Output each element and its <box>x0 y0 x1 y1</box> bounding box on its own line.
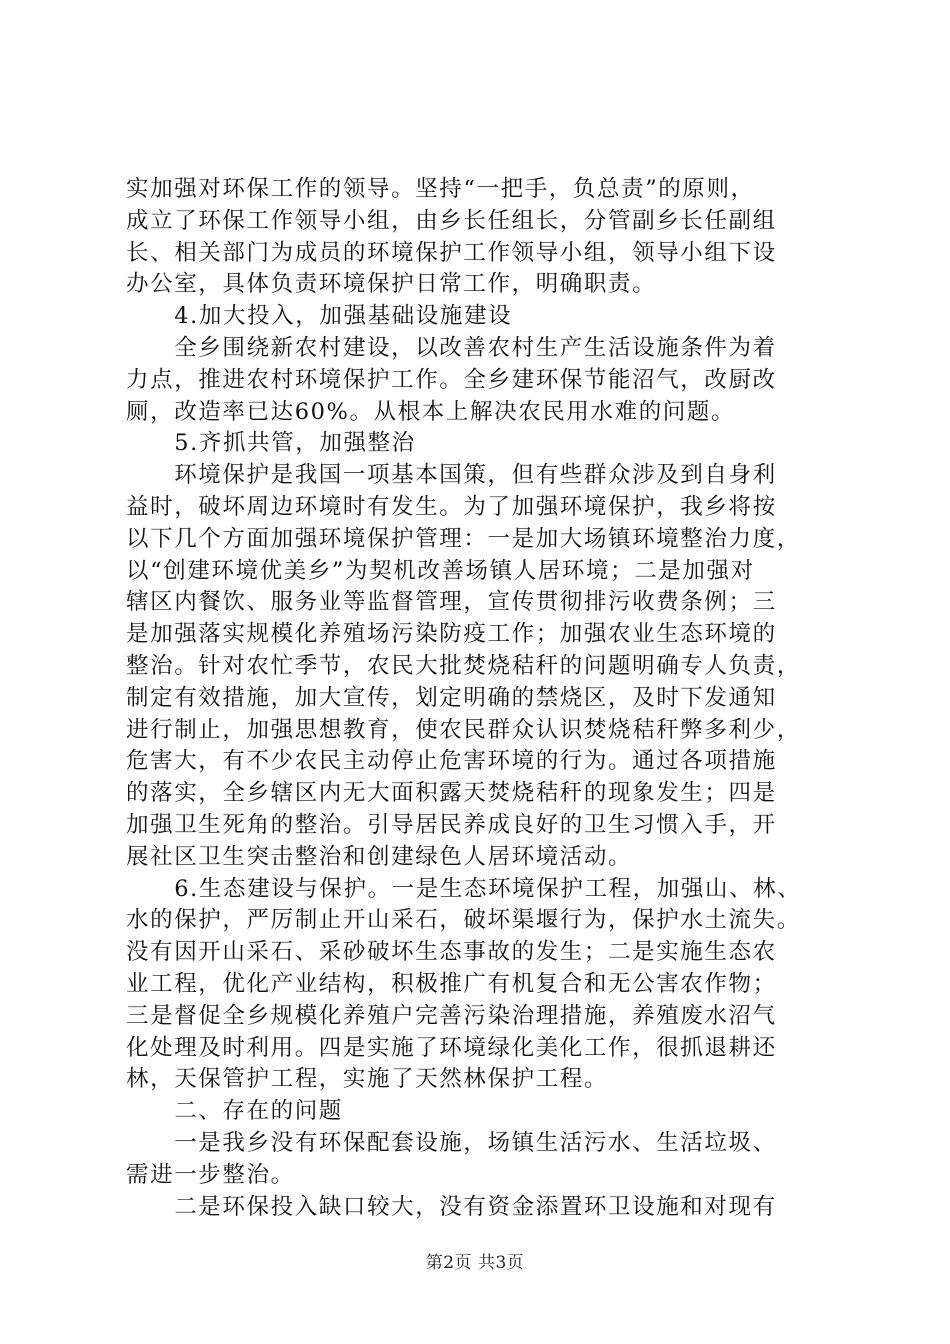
text-line: 益时，破坏周边环境时有发生。为了加强环境保护，我乡将按 <box>126 493 777 520</box>
text-line: 加强卫生死角的整治。引导居民养成良好的卫生习惯入手，开 <box>126 811 777 838</box>
text-line: 需进一步整治。 <box>126 1161 295 1188</box>
text-line: 办公室，具体负责环境保护日常工作，明确职责。 <box>126 271 657 298</box>
document-body <box>126 174 836 1223</box>
text-line: 二、存在的问题 <box>126 1098 343 1125</box>
text-line: 以下几个方面加强环境保护管理：一是加大场镇环境整治力度， <box>126 525 801 552</box>
text-line: 实加强对环保工作的领导。坚持“一把手，负总责”的原则， <box>126 176 755 202</box>
text-line: 整治。针对农忙季节，农民大批焚烧秸秆的问题明确专人负责， <box>126 652 801 679</box>
text-line: 二是环保投入缺口较大，没有资金添置环卫设施和对现有 <box>126 1193 777 1220</box>
text-line: 的落实，全乡辖区内无大面积露天焚烧秸秆的现象发生；四是 <box>126 780 777 807</box>
text-line: 制定有效措施，加大宣传，划定明确的禁烧区，及时下发通知 <box>126 684 777 711</box>
text-line: 水的保护，严厉制止开山采石，破坏渠堰行为，保护水土流失。 <box>126 907 801 934</box>
page-footer: 第2页 共3页 <box>425 1253 525 1273</box>
text-line: 危害大，有不少农民主动停止危害环境的行为。通过各项措施 <box>126 748 777 775</box>
text-line: 林，天保管护工程，实施了天然林保护工程。 <box>126 1066 609 1093</box>
text-line: 4.加大投入，加强基础设施建设 <box>126 303 513 330</box>
text-line: 成立了环保工作领导小组，由乡长任组长，分管副乡长任副组 <box>126 207 777 234</box>
text-line: 化处理及时利用。四是实施了环境绿化美化工作，很抓退耕还 <box>126 1034 777 1061</box>
text-line: 没有因开山采石、采砂破坏生态事故的发生；二是实施生态农 <box>126 939 777 966</box>
text-line: 力点，推进农村环境保护工作。全乡建环保节能沼气，改厨改 <box>126 366 777 393</box>
text-line: 是加强落实规模化养殖场污染防疫工作；加强农业生态环境的 <box>126 621 777 648</box>
text-line: 长、相关部门为成员的环境保护工作领导小组，领导小组下设 <box>126 239 777 266</box>
text-line: 环境保护是我国一项基本国策，但有些群众涉及到自身利 <box>126 462 777 489</box>
text-line: 展社区卫生突击整治和创建绿色人居环境活动。 <box>126 843 633 870</box>
text-line: 全乡围绕新农村建设，以改善农村生产生活设施条件为着 <box>126 334 777 361</box>
text-line: 辖区内餐饮、服务业等监督管理，宣传贯彻排污收费条例；三 <box>126 589 777 616</box>
text-line: 厕，改造率已达60%。从根本上解决农民用水难的问题。 <box>126 398 736 425</box>
text-line: 以“创建环境优美乡”为契机改善场镇人居环境；二是加强对 <box>126 557 755 584</box>
text-line: 进行制止，加强思想教育，使农民群众认识焚烧秸秆弊多利少， <box>126 716 801 743</box>
text-line: 三是督促全乡规模化养殖户完善污染治理措施，养殖废水沼气 <box>126 1002 777 1029</box>
text-line: 5.齐抓共管，加强整治 <box>126 430 416 457</box>
text-line: 6.生态建设与保护。一是生态环境保护工程，加强山、林、 <box>126 875 802 902</box>
text-line: 一是我乡没有环保配套设施，场镇生活污水、生活垃圾、 <box>126 1129 777 1156</box>
text-line: 业工程，优化产业结构，积极推广有机复合和无公害农作物； <box>126 970 777 997</box>
